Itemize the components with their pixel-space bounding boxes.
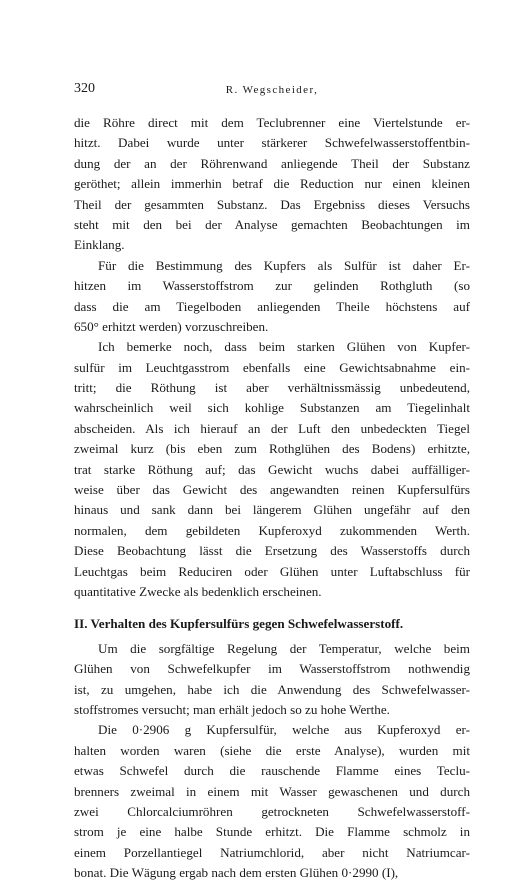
text-line: Diese Beobachtung lässt die Ersetzung des Wasserstoffs durch: [74, 543, 470, 559]
paragraph: [74, 113, 470, 256]
text-line: trat starke Röthung auf; das Gewicht wuchs dabei auffälliger-: [74, 461, 470, 477]
page-header: [74, 81, 470, 101]
text-line: etwas Schwefel durch die rauschende Flamme eines Teclu-: [74, 763, 470, 779]
section-heading: II. Verhalten des Kupfersulfürs gegen Schwefelwasserstoff.: [74, 616, 404, 632]
text-line: hitzen im Wasserstoffstrom zur gelinden Rothgluth (so: [74, 278, 470, 294]
running-head: R. Wegscheider,: [225, 84, 319, 96]
text-line: quantitative Zwecke als bedenklich erscheinen.: [74, 583, 322, 599]
paragraph: [74, 639, 470, 721]
text-line: tritt; die Röthung ist aber verhältnissmässig unbedeutend,: [74, 380, 470, 396]
text-line: abscheiden. Als ich hierauf an der Luft den unbedeckten Tiegel: [74, 420, 470, 436]
text-line: 650° erhitzt werden) vorzuschreiben.: [74, 318, 269, 334]
text-line: sulfür im Leuchtgasstrom ebenfalls eine Gewichtsabnahme ein-: [74, 359, 470, 375]
text-line: dung der an der Röhrenwand anliegende Theil der Substanz: [74, 155, 470, 171]
text-line: dass die am Tiegelboden anliegenden Theile höchstens auf: [74, 298, 470, 314]
paragraph: [74, 720, 470, 883]
text-line: steht mit den bei der Analyse gemachten Beobachtungen im: [74, 216, 470, 232]
text-line: normalen, dem gebildeten Kupferoxyd zukommenden Werth.: [74, 522, 470, 538]
page-number: 320: [74, 81, 95, 96]
text-line: hinaus und sank dann bei längerem Glühen ungefähr auf den: [74, 502, 470, 518]
text-line: geröthet; allein immerhin betraf die Reduction nur einen kleinen: [74, 176, 470, 192]
text-line: bonat. Die Wägung ergab nach dem ersten Glühen 0·2990 (I),: [74, 865, 399, 881]
text-line: hitzt. Dabei wurde unter stärkerer Schwefelwasserstoffentbin-: [74, 135, 470, 151]
text-line: Glühen von Schwefelkupfer im Wasserstoffstrom nothwendig: [74, 661, 470, 677]
text-line: ist, zu umgehen, habe ich die Anwendung des Schwefelwasser-: [74, 681, 470, 697]
text-line: einem Porzellantiegel Natriumchlorid, aber nicht Natriumcar-: [74, 844, 470, 860]
paragraph: [74, 337, 470, 602]
text-line: halten worden waren (siehe die erste Analyse), wurden mit: [74, 742, 470, 758]
text-line: wahrscheinlich weil sich kohlige Substanzen am Tiegelinhalt: [74, 400, 470, 416]
text-line: brenners zweimal in einem mit Wasser gewaschenen und durch: [74, 783, 470, 799]
text-line: Die 0·2906 g Kupfersulfür, welche aus Kupferoxyd er-: [98, 722, 470, 738]
text-line: Theil der gesammten Substanz. Das Ergebniss dieses Versuchs: [74, 196, 470, 212]
text-line: stoffstromes versucht; man erhält jedoch so zu hohe Werthe.: [74, 701, 390, 717]
text-line: Ich bemerke noch, dass beim starken Glühen von Kupfer-: [98, 339, 470, 355]
text-line: Um die sorgfältige Regelung der Temperatur, welche beim: [98, 640, 470, 656]
text-line: die Röhre direct mit dem Teclubrenner eine Viertelstunde er-: [74, 115, 470, 130]
page-body: [74, 113, 470, 883]
text-line: zwei Chlorcalciumröhren getrockneten Schwefelwasserstoff-: [74, 803, 470, 819]
text-line: weise über das Gewicht des angewandten reinen Kupfersulfürs: [74, 482, 470, 498]
paragraph: [74, 256, 470, 338]
text-line: Einklang.: [74, 237, 125, 253]
text-line: strom je eine halbe Stunde erhitzt. Die Flamme schmolz in: [74, 824, 470, 840]
text-line: zweimal kurz (bis eben zum Rothglühen des Bodens) erhitzte,: [74, 441, 470, 457]
text-line: Leuchtgas beim Reduciren oder Glühen unter Luftabschluss für: [74, 563, 470, 579]
section-gap: [74, 602, 470, 614]
text-line: Für die Bestimmung des Kupfers als Sulfür ist daher Er-: [98, 257, 470, 273]
